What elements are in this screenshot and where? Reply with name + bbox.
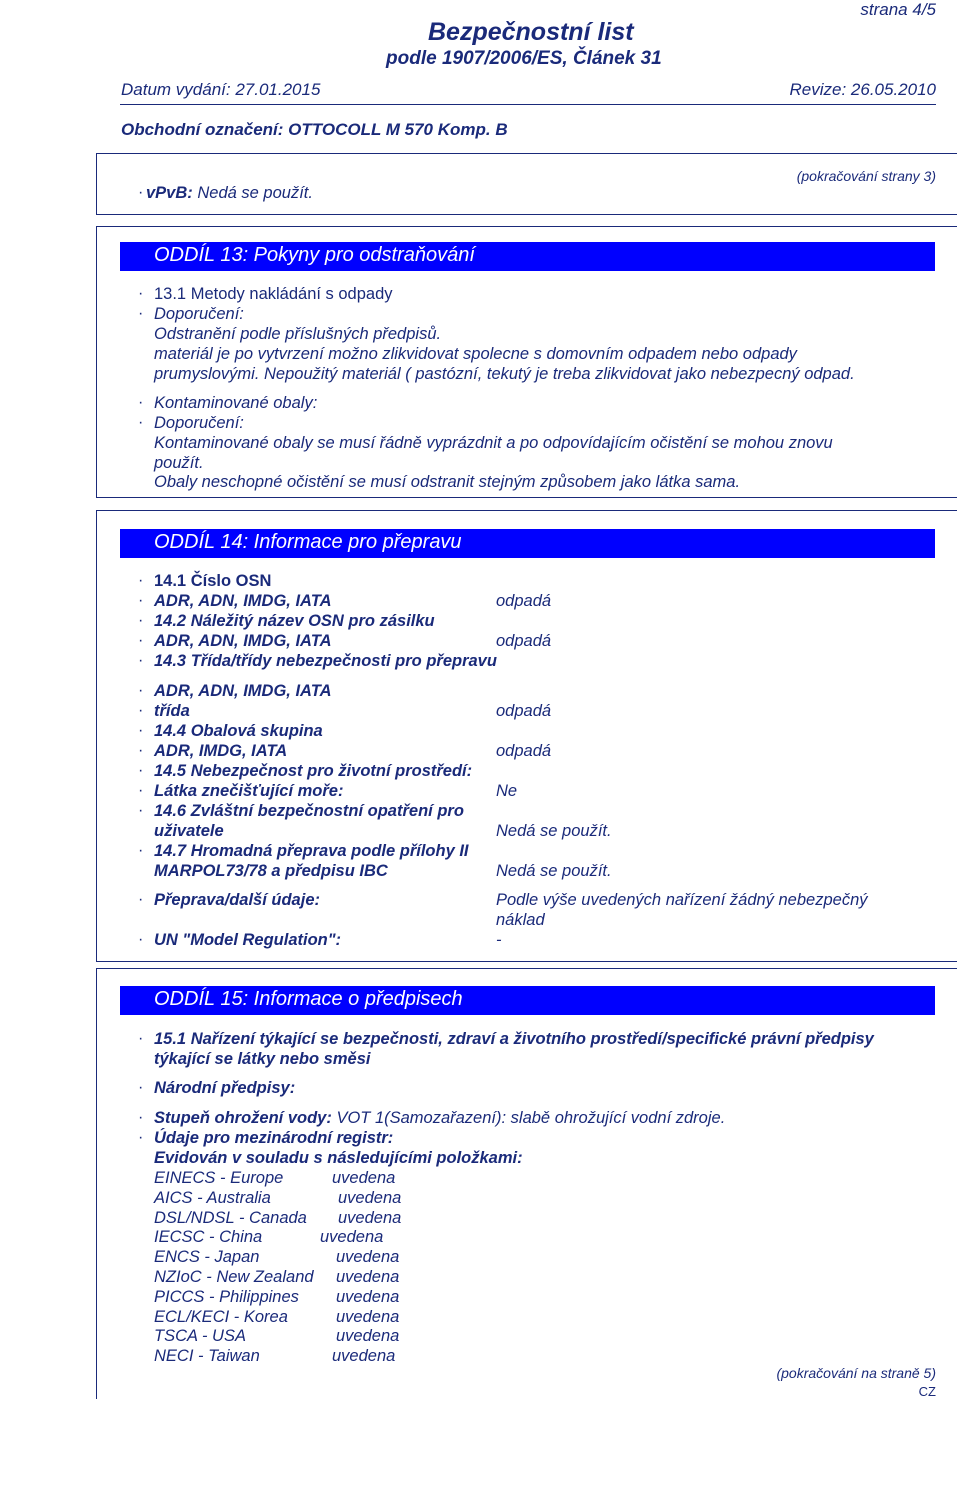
bullet: · [138, 1109, 144, 1126]
registry-name: ECL/KECI - Korea [154, 1308, 288, 1326]
document-title: Bezpečnostní list [428, 18, 634, 46]
s14-row-value: odpadá [496, 742, 552, 760]
s14-class-value: odpadá [496, 702, 552, 720]
s14-special-precautions: 14.6 Zvláštní bezpečnostní opatření pro [154, 802, 464, 820]
s13-text-6: Obaly neschopné očistění se musí odstranit stejným způsobem jako látka sama. [154, 473, 741, 491]
water-hazard-value: VOT 1(Samozařazení): slabě ohrožující vodní zdroje. [336, 1109, 726, 1127]
bullet: · [138, 612, 144, 629]
bullet: · [138, 394, 144, 411]
s13-text-1: Odstranění podle příslušných předpisů. [154, 325, 442, 343]
s14-packing-group: 14.4 Obalová skupina [154, 722, 323, 740]
s14-bulk-transport-2: MARPOL73/78 a předpisu IBC [154, 862, 388, 880]
vpvb-row [146, 183, 313, 203]
registry-name: NECI - Taiwan [154, 1347, 260, 1365]
revision-date: Revize: 26.05.2010 [789, 80, 936, 99]
s13-text-5: použít. [154, 454, 204, 472]
section-14-title: ODDÍL 14: Informace pro přepravu [154, 531, 462, 553]
registry-status: uvedena [336, 1308, 400, 1326]
s14-environment: 14.5 Nebezpečnost pro životní prostředí: [154, 762, 473, 780]
s14-row-value: odpadá [496, 632, 552, 650]
s14-row-value: odpadá [496, 592, 552, 610]
bullet: · [138, 632, 144, 649]
bullet: · [138, 742, 144, 759]
bullet: · [138, 782, 144, 799]
s15-national-rules: Národní předpisy: [154, 1079, 296, 1097]
continuation-from: (pokračování strany 3) [796, 168, 936, 184]
registry-status: uvedena [336, 1288, 400, 1306]
issue-date: Datum vydání: 27.01.2015 [121, 80, 321, 99]
bullet: · [138, 592, 144, 609]
s13-text-4: Kontaminované obaly se musí řádně vyprázdnit a po odpovídajícím očistění se mohou znovu [154, 434, 833, 452]
registry-name: IECSC - China [154, 1228, 263, 1246]
registry-status: uvedena [336, 1248, 400, 1266]
bullet: · [138, 762, 144, 779]
s14-bulk-transport: 14.7 Hromadná přeprava podle přílohy II [154, 842, 469, 860]
registry-name: TSCA - USA [154, 1327, 246, 1345]
bullet: · [138, 414, 144, 431]
continuation-to: (pokračování na straně 5) [776, 1365, 936, 1381]
s14-un-model-label: UN "Model Regulation": [154, 931, 342, 949]
s14-special-precautions-value: Nedá se použít. [496, 822, 612, 840]
bullet: · [138, 1129, 144, 1146]
registry-status: uvedena [332, 1169, 396, 1187]
vpvb-label: vPvB: [146, 184, 193, 202]
s14-row-label: ADR, ADN, IMDG, IATA [154, 632, 332, 650]
s14-row-label: ADR, IMDG, IATA [154, 742, 288, 760]
registry-name: ENCS - Japan [154, 1248, 260, 1266]
s14-row-label: ADR, ADN, IMDG, IATA [154, 592, 332, 610]
s15-regulations-2: týkající se látky nebo směsi [154, 1050, 371, 1068]
s13-recommendation-label: Doporučení: [154, 305, 244, 323]
s14-marine-pollutant-value: Ne [496, 782, 518, 800]
registry-status: uvedena [336, 1268, 400, 1286]
bullet: · [138, 285, 144, 302]
registry-status: uvedena [332, 1347, 396, 1365]
s14-un-model-value: - [496, 931, 502, 949]
water-hazard-label: Stupeň ohrožení vody: [154, 1109, 332, 1127]
section-15-title: ODDÍL 15: Informace o předpisech [154, 988, 463, 1010]
s14-transport-info-label: Přeprava/další údaje: [154, 891, 320, 909]
language-code: CZ [918, 1384, 936, 1399]
bullet: · [138, 184, 144, 201]
s15-regulations: 15.1 Nařízení týkající se bezpečnosti, zdraví a životního prostředí/specifické právní předpisy [154, 1030, 874, 1048]
registry-status: uvedena [338, 1209, 402, 1227]
s14-hazard-class: 14.3 Třída/třídy nebezpečnosti pro přepravu [154, 652, 497, 670]
s14-bulk-transport-value: Nedá se použít. [496, 862, 612, 880]
bullet: · [138, 305, 144, 322]
bullet: · [138, 702, 144, 719]
s14-transport-info-value: Podle výše uvedených nařízení žádný nebezpečný [496, 891, 868, 909]
s14-shipping-name: 14.2 Náležitý název OSN pro zásilku [154, 612, 435, 630]
header-divider [120, 104, 936, 105]
s14-special-precautions-2: uživatele [154, 822, 224, 840]
s14-un-number: 14.1 Číslo OSN [154, 572, 272, 590]
registry-name: EINECS - Europe [154, 1169, 284, 1187]
bullet: · [138, 802, 144, 819]
s13-contaminated-label: Kontaminované obaly: [154, 394, 318, 412]
bullet: · [138, 1079, 144, 1096]
s15-international-registry: Údaje pro mezinárodní registr: [154, 1129, 394, 1147]
s13-text-3: prumyslovými. Nepoužitý materiál ( pastózní, tekutý je treba zlikvidovat jako nebezpecný odpad. [154, 365, 855, 383]
page-number: strana 4/5 [860, 0, 936, 19]
bullet: · [138, 842, 144, 859]
registry-name: DSL/NDSL - Canada [154, 1209, 307, 1227]
bullet: · [138, 1030, 144, 1047]
registry-name: NZIoC - New Zealand [154, 1268, 314, 1286]
s15-water-hazard [154, 1108, 725, 1128]
trade-name: Obchodní označení: OTTOCOLL M 570 Komp. B [121, 120, 508, 139]
bullet: · [138, 682, 144, 699]
bullet: · [138, 891, 144, 908]
s13-text-2: materiál je po vytvrzení možno zlikvidovat spolecne s domovním odpadem nebo odpady [154, 345, 797, 363]
registry-name: PICCS - Philippines [154, 1288, 299, 1306]
s13-recommendation-label-2: Doporučení: [154, 414, 244, 432]
registry-name: AICS - Australia [154, 1189, 271, 1207]
bullet: · [138, 652, 144, 669]
section-13-title: ODDÍL 13: Pokyny pro odstraňování [154, 244, 475, 266]
bullet: · [138, 572, 144, 589]
s14-class-label: třída [154, 702, 190, 720]
s14-marine-pollutant-label: Látka znečišťující moře: [154, 782, 344, 800]
bullet: · [138, 931, 144, 948]
s14-transport-info-value-2: náklad [496, 911, 545, 929]
bullet: · [138, 722, 144, 739]
registry-status: uvedena [336, 1327, 400, 1345]
registry-status: uvedena [320, 1228, 384, 1246]
document-subtitle: podle 1907/2006/ES, Článek 31 [386, 48, 662, 69]
s15-registry-intro: Evidován v souladu s následujícími položkami: [154, 1149, 523, 1167]
registry-status: uvedena [338, 1189, 402, 1207]
s14-row-label: ADR, ADN, IMDG, IATA [154, 682, 332, 700]
s13-methods: 13.1 Metody nakládání s odpady [154, 285, 393, 303]
vpvb-value: Nedá se použít. [197, 184, 313, 202]
